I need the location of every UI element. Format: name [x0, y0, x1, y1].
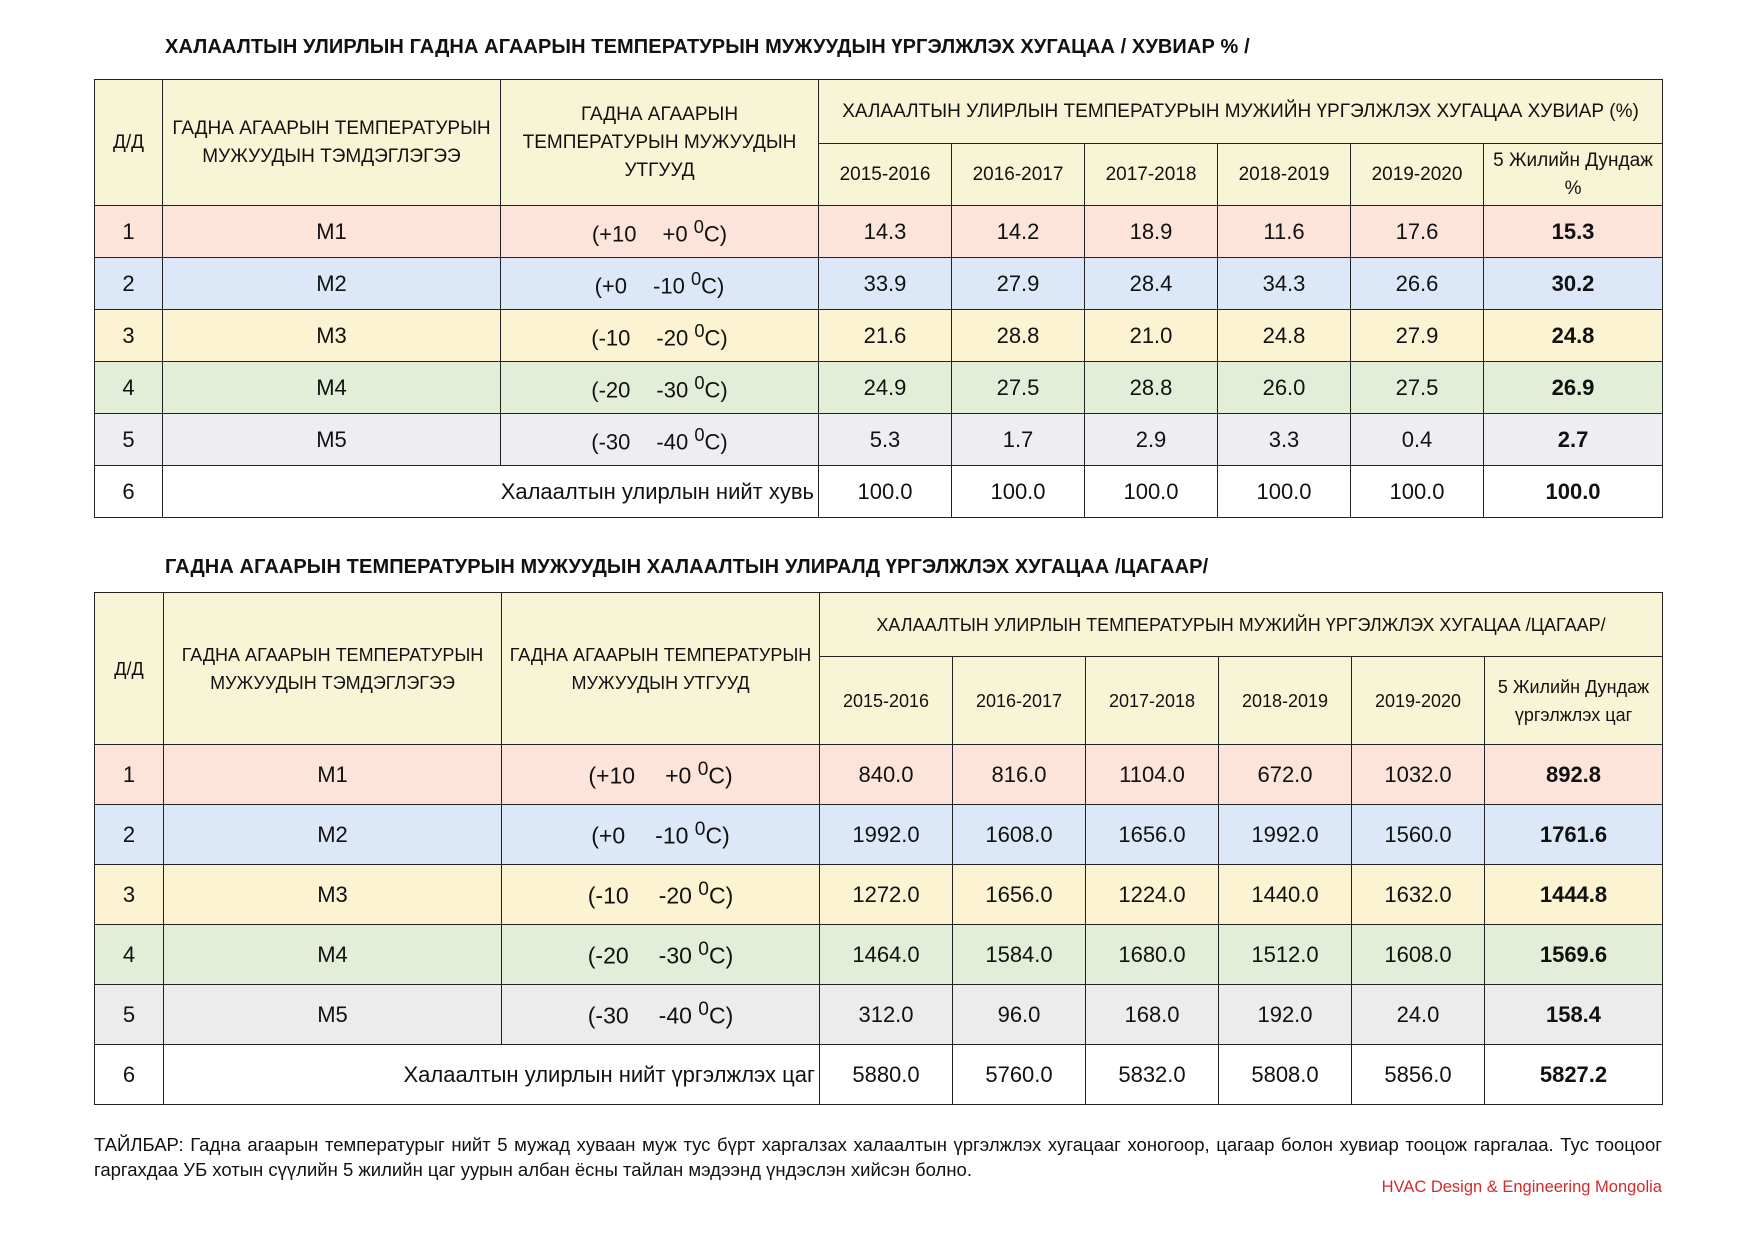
value-cell: 5760.0: [953, 1045, 1086, 1105]
value-cell: 14.3: [819, 206, 952, 258]
value-cell: 28.4: [1085, 258, 1218, 310]
degree-mark: 0: [690, 267, 702, 289]
year-header: 2015-2016: [820, 657, 953, 745]
value-cell: 5832.0: [1086, 1045, 1219, 1105]
average-header: 5 Жилийн Дундаж үргэлжлэх цаг: [1485, 657, 1663, 745]
value-cell: 0.4: [1351, 414, 1484, 466]
range-end: +0: [662, 221, 688, 247]
degree-mark: 0: [694, 319, 705, 341]
mark-header: ГАДНА АГААРЫН ТЕМПЕРАТУРЫН МУЖУУДЫН ТЭМДЭГЛЭГЭЭ: [164, 593, 502, 745]
range-unit: C): [708, 1002, 734, 1029]
average-cell: 24.8: [1484, 310, 1663, 362]
zone-mark: M3: [164, 865, 502, 925]
value-cell: 5880.0: [820, 1045, 953, 1105]
total-label: Халаалтын улирлын нийт үргэлжлэх цаг: [164, 1045, 820, 1105]
zone-row: [95, 745, 1663, 805]
range-unit: C): [701, 273, 725, 299]
degree-mark: 0: [698, 879, 709, 901]
range-end: -10: [655, 822, 689, 849]
temperature-range: [501, 362, 819, 414]
zone-mark: M4: [164, 925, 502, 985]
temperature-range: [501, 206, 819, 258]
zone-row: [95, 414, 1663, 466]
year-header: 2016-2017: [952, 144, 1085, 206]
table1-body: [95, 206, 1663, 466]
value-cell: 1608.0: [1352, 925, 1485, 985]
range-end: -30: [656, 377, 689, 403]
temperature-range: [502, 745, 820, 805]
zone-mark: M3: [163, 310, 501, 362]
zone-mark: M5: [164, 985, 502, 1045]
zone-row: [95, 925, 1663, 985]
total-label: Халаалтын улирлын нийт хувь: [163, 466, 819, 518]
value-cell: 1992.0: [820, 805, 953, 865]
value-cell: 5808.0: [1219, 1045, 1352, 1105]
average-cell: 158.4: [1485, 985, 1663, 1045]
range-start: (-20: [587, 942, 629, 969]
range-unit: C): [708, 882, 734, 909]
value-cell: 100.0: [952, 466, 1085, 518]
value-cell: 11.6: [1218, 206, 1351, 258]
range-end: -20: [658, 882, 692, 909]
range-header: ГАДНА АГААРЫН ТЕМПЕРАТУРЫН МУЖУУДЫН УТГУУД: [501, 80, 819, 206]
footnote: ТАЙЛБАР: Гадна агаарын температурыг нийт 5 мужад хуваан муж тус бүрт харгалзах халаалтын үргэлжлэх хугацааг хоногоор, цагаар болон хувиар тооцож гаргалаа. Тус тооцоог гаргахдаа УБ хотын сүүлийн 5 жилийн цаг уурын албан ёсны тайлан мэдээнд үндэслэн хийсэн болно.: [94, 1134, 1662, 1180]
zone-row: [95, 206, 1663, 258]
value-cell: 27.5: [1351, 362, 1484, 414]
value-cell: 100.0: [1351, 466, 1484, 518]
value-cell: 1224.0: [1086, 865, 1219, 925]
percent-duration-table: [94, 79, 1663, 518]
value-cell: 192.0: [1219, 985, 1352, 1045]
value-cell: 28.8: [1085, 362, 1218, 414]
year-header: 2018-2019: [1218, 144, 1351, 206]
row-number: 6: [95, 1045, 164, 1105]
degree-mark: 0: [698, 939, 709, 961]
zone-row: [95, 362, 1663, 414]
mark-header: ГАДНА АГААРЫН ТЕМПЕРАТУРЫН МУЖУУДЫН ТЭМДЭГЛЭГЭЭ: [163, 80, 501, 206]
zone-mark: M1: [163, 206, 501, 258]
year-header: 2017-2018: [1086, 657, 1219, 745]
range-start: (-20: [591, 377, 631, 403]
value-cell: 1608.0: [953, 805, 1086, 865]
value-cell: 21.6: [819, 310, 952, 362]
average-header: 5 Жилийн Дундаж %: [1484, 144, 1663, 206]
value-cell: 840.0: [820, 745, 953, 805]
zone-mark: M4: [163, 362, 501, 414]
degree-mark: 0: [694, 371, 705, 393]
year-header: 2017-2018: [1085, 144, 1218, 206]
range-start: (+10: [588, 762, 636, 789]
zone-row: [95, 985, 1663, 1045]
value-cell: 1.7: [952, 414, 1085, 466]
value-cell: 1272.0: [820, 865, 953, 925]
value-cell: 168.0: [1086, 985, 1219, 1045]
range-start: (-10: [591, 325, 631, 351]
value-cell: 816.0: [953, 745, 1086, 805]
value-cell: 5.3: [819, 414, 952, 466]
temperature-range: [502, 985, 820, 1045]
average-cell: 5827.2: [1485, 1045, 1663, 1105]
year-header: 2019-2020: [1351, 144, 1484, 206]
range-start: (-30: [591, 429, 631, 455]
range-unit: C): [708, 942, 734, 969]
average-cell: 1761.6: [1485, 805, 1663, 865]
range-end: -20: [656, 325, 689, 351]
total-row: [95, 1045, 1663, 1105]
year-header: 2018-2019: [1219, 657, 1352, 745]
zone-row: [95, 258, 1663, 310]
degree-mark: 0: [698, 999, 709, 1021]
value-cell: 100.0: [819, 466, 952, 518]
range-header: ГАДНА АГААРЫН ТЕМПЕРАТУРЫН МУЖУУДЫН УТГУУД: [502, 593, 820, 745]
value-cell: 24.0: [1352, 985, 1485, 1045]
zone-row: [95, 310, 1663, 362]
range-unit: C): [704, 429, 728, 455]
year-header: 2015-2016: [819, 144, 952, 206]
value-cell: 2.9: [1085, 414, 1218, 466]
row-number: 2: [95, 805, 164, 865]
value-cell: 1632.0: [1352, 865, 1485, 925]
average-cell: 15.3: [1484, 206, 1663, 258]
temperature-range: [502, 805, 820, 865]
row-number: 4: [95, 925, 164, 985]
value-cell: 1656.0: [953, 865, 1086, 925]
average-cell: 892.8: [1485, 745, 1663, 805]
value-cell: 1440.0: [1219, 865, 1352, 925]
row-number: 6: [95, 466, 163, 518]
table2-title: ГАДНА АГААРЫН ТЕМПЕРАТУРЫН МУЖУУДЫН ХАЛААЛТЫН УЛИРАЛД ҮРГЭЛЖЛЭХ ХУГАЦАА /ЦАГААР/: [165, 556, 1209, 578]
table1-title: ХАЛААЛТЫН УЛИРЛЫН ГАДНА АГААРЫН ТЕМПЕРАТУРЫН МУЖУУДЫН ҮРГЭЛЖЛЭХ ХУГАЦАА / ХУВИАР % /: [165, 36, 1250, 58]
value-cell: 24.9: [819, 362, 952, 414]
temperature-range: [502, 865, 820, 925]
value-cell: 96.0: [953, 985, 1086, 1045]
hours-duration-table: [94, 592, 1663, 1105]
zone-mark: M2: [163, 258, 501, 310]
range-start: (+0: [591, 822, 626, 849]
range-unit: C): [708, 762, 733, 789]
value-cell: 18.9: [1085, 206, 1218, 258]
zone-row: [95, 865, 1663, 925]
zone-mark: M2: [164, 805, 502, 865]
value-cell: 1104.0: [1086, 745, 1219, 805]
average-cell: 30.2: [1484, 258, 1663, 310]
value-cell: 21.0: [1085, 310, 1218, 362]
range-start: (+0: [594, 273, 628, 299]
row-number: 3: [95, 310, 163, 362]
range-unit: C): [703, 221, 728, 247]
average-cell: 100.0: [1484, 466, 1663, 518]
range-end: -40: [658, 1002, 692, 1029]
group-header: ХАЛААЛТЫН УЛИРЛЫН ТЕМПЕРАТУРЫН МУЖИЙН ҮРГЭЛЖЛЭХ ХУГАЦАА /ЦАГААР/: [820, 593, 1663, 657]
dd-header: Д/Д: [95, 80, 163, 206]
row-number: 2: [95, 258, 163, 310]
value-cell: 1680.0: [1086, 925, 1219, 985]
degree-mark: 0: [694, 423, 705, 445]
value-cell: 100.0: [1085, 466, 1218, 518]
value-cell: 34.3: [1218, 258, 1351, 310]
value-cell: 24.8: [1218, 310, 1351, 362]
degree-mark: 0: [694, 819, 706, 841]
degree-mark: 0: [693, 215, 704, 237]
value-cell: 1584.0: [953, 925, 1086, 985]
range-start: (-10: [587, 882, 629, 909]
range-end: -10: [653, 273, 685, 299]
value-cell: 28.8: [952, 310, 1085, 362]
value-cell: 17.6: [1351, 206, 1484, 258]
degree-mark: 0: [697, 759, 709, 781]
value-cell: 1560.0: [1352, 805, 1485, 865]
row-number: 4: [95, 362, 163, 414]
value-cell: 672.0: [1219, 745, 1352, 805]
temperature-range: [501, 310, 819, 362]
credit-text: HVAC Design & Engineering Mongolia: [1381, 1178, 1662, 1196]
temperature-range: [502, 925, 820, 985]
value-cell: 1032.0: [1352, 745, 1485, 805]
value-cell: 1512.0: [1219, 925, 1352, 985]
group-header: ХАЛААЛТЫН УЛИРЛЫН ТЕМПЕРАТУРЫН МУЖИЙН ҮРГЭЛЖЛЭХ ХУГАЦАА ХУВИАР (%): [819, 80, 1663, 144]
value-cell: 26.0: [1218, 362, 1351, 414]
average-cell: 26.9: [1484, 362, 1663, 414]
row-number: 5: [95, 414, 163, 466]
row-number: 1: [95, 206, 163, 258]
value-cell: 1464.0: [820, 925, 953, 985]
range-end: -40: [656, 429, 689, 455]
zone-row: [95, 805, 1663, 865]
year-header: 2016-2017: [953, 657, 1086, 745]
average-cell: 2.7: [1484, 414, 1663, 466]
zone-mark: M5: [163, 414, 501, 466]
value-cell: 5856.0: [1352, 1045, 1485, 1105]
value-cell: 27.9: [952, 258, 1085, 310]
range-unit: C): [705, 822, 730, 849]
range-unit: C): [704, 377, 728, 403]
temperature-range: [501, 258, 819, 310]
value-cell: 27.9: [1351, 310, 1484, 362]
year-header: 2019-2020: [1352, 657, 1485, 745]
value-cell: 1656.0: [1086, 805, 1219, 865]
range-unit: C): [704, 325, 728, 351]
range-end: +0: [665, 762, 692, 789]
value-cell: 100.0: [1218, 466, 1351, 518]
row-number: 3: [95, 865, 164, 925]
value-cell: 26.6: [1351, 258, 1484, 310]
zone-mark: M1: [164, 745, 502, 805]
row-number: 1: [95, 745, 164, 805]
range-start: (+10: [591, 221, 637, 247]
value-cell: 33.9: [819, 258, 952, 310]
value-cell: 312.0: [820, 985, 953, 1045]
value-cell: 3.3: [1218, 414, 1351, 466]
dd-header: Д/Д: [95, 593, 164, 745]
value-cell: 1992.0: [1219, 805, 1352, 865]
temperature-range: [501, 414, 819, 466]
range-end: -30: [658, 942, 692, 969]
value-cell: 27.5: [952, 362, 1085, 414]
total-row: [95, 466, 1663, 518]
range-start: (-30: [587, 1002, 629, 1029]
row-number: 5: [95, 985, 164, 1045]
table2-body: [95, 745, 1663, 1045]
average-cell: 1444.8: [1485, 865, 1663, 925]
average-cell: 1569.6: [1485, 925, 1663, 985]
value-cell: 14.2: [952, 206, 1085, 258]
